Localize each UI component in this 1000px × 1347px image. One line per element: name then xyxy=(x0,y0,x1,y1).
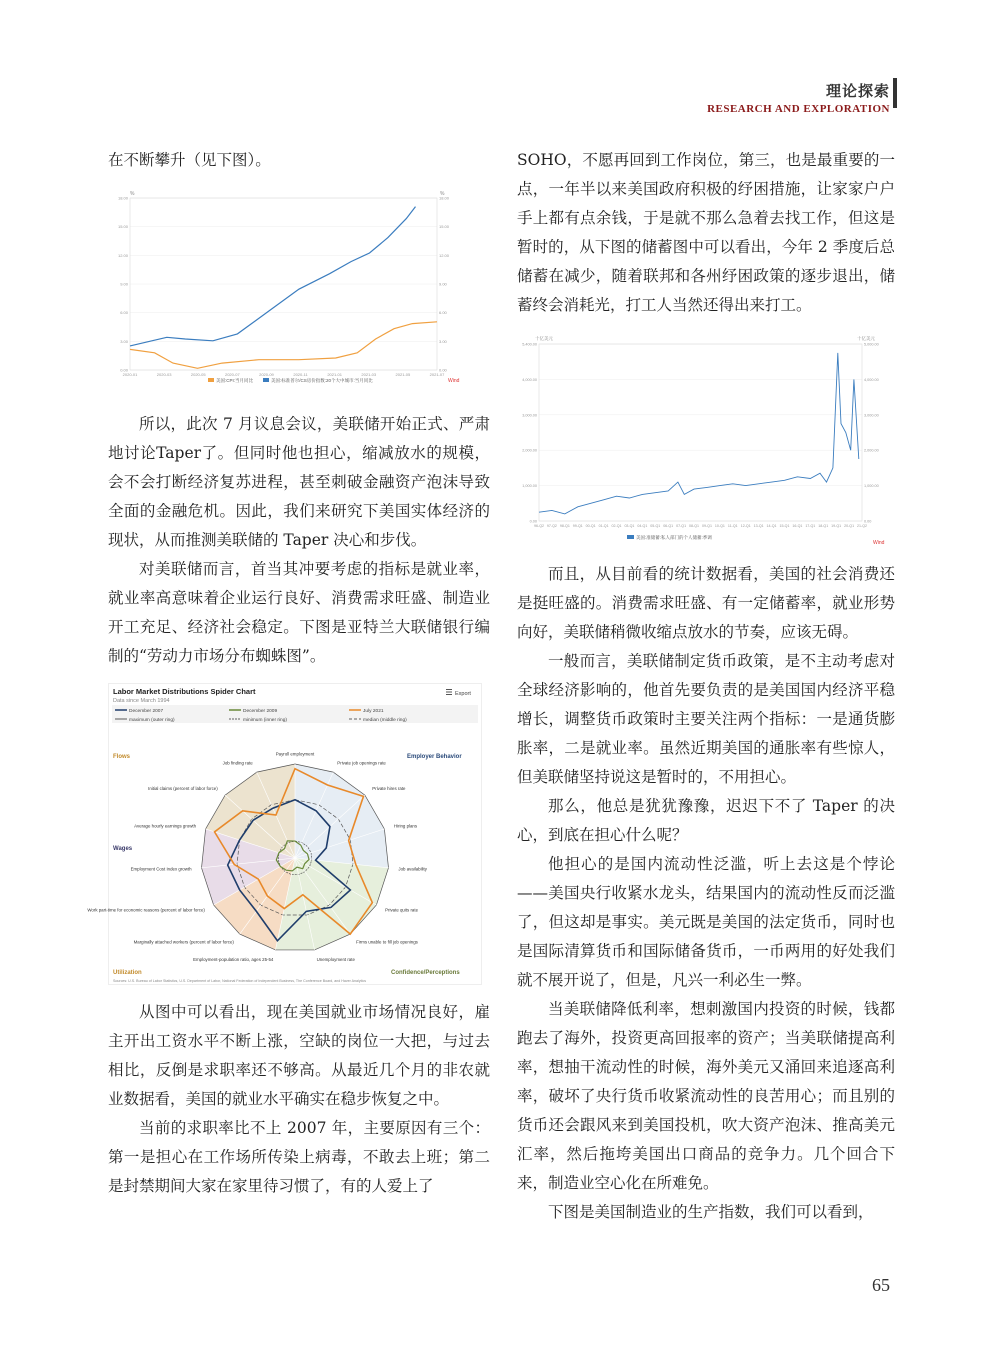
y-tick-label-right: 12.00 xyxy=(439,252,450,258)
legend-min: minimum (inner ring) xyxy=(243,718,287,723)
x-tick-label: 98-Q1 xyxy=(559,524,570,528)
right-top-text xyxy=(517,146,895,320)
spider-title: Labor Market Distributions Spider Chart xyxy=(113,687,256,696)
x-tick-label: 19-Q1 xyxy=(831,524,842,528)
chart2-svg xyxy=(517,332,889,550)
x-tick-label: 10-Q1 xyxy=(714,524,725,528)
x-tick-label: 00-Q1 xyxy=(585,524,596,528)
chart1-svg xyxy=(108,186,464,386)
axis-label: Private job openings rate xyxy=(337,760,386,766)
x-tick-label: 04-Q1 xyxy=(637,524,648,528)
x-tick-label: 96-Q2 xyxy=(534,524,544,528)
y-tick-label-right: 0.00 xyxy=(439,367,447,373)
cpi-house-price-chart xyxy=(108,186,464,386)
cpi-line xyxy=(130,322,437,369)
legend-median: median (middle ring) xyxy=(363,718,407,723)
x-tick-label: 2021-05 xyxy=(395,372,411,377)
axis-label: Employment Cost Index growth xyxy=(130,866,192,872)
legend-jul2021: July 2021 xyxy=(363,709,384,714)
x-tick-label: 14-Q1 xyxy=(766,524,777,528)
axis-label: Work part-time for economic reasons (percent of labor force) xyxy=(87,907,205,913)
x-tick-label: 99-Q1 xyxy=(572,524,583,528)
y-tick-label: 0.00 xyxy=(529,519,537,524)
savings-line xyxy=(539,353,859,514)
menu-icon[interactable] xyxy=(446,689,452,695)
y-tick-label: 12.00 xyxy=(117,252,128,258)
x-tick-label: 18-Q1 xyxy=(818,524,829,528)
y-tick-label: 18.00 xyxy=(117,195,128,201)
spider-sources: Sources: U.S. Bureau of Labor Statistics, U.S. Department of Labor, National Federation of Independent Business, The Conference Board, and Haver Analytics xyxy=(113,979,367,983)
axis-label: Hiring plans xyxy=(393,823,418,829)
y-tick-label: 15.00 xyxy=(117,224,128,230)
chart2-unit-left: 十亿美元 xyxy=(535,336,553,341)
chart1-unit-left: % xyxy=(130,191,135,197)
savings-chart xyxy=(517,332,889,550)
paragraph: 一般而言，美联储制定货币政策，是不主动考虑对全球经济影响的，他首先要负责的是美国国内经济平稳增长，调整货币政策时主要关注两个指标：一是通货膨胀率，二是就业率。虽然近期美国的通胀率有些惊人，但美联储坚持说这是暂时的，不用担心。 xyxy=(517,652,895,786)
section-utilization: Utilization xyxy=(113,970,142,976)
x-tick-label: 12-Q1 xyxy=(740,524,751,528)
x-tick-label: 13-Q1 xyxy=(753,524,764,528)
x-tick-label: 17-Q1 xyxy=(805,524,816,528)
section-title-cn: 理论探索 xyxy=(825,82,890,100)
left-bottom-text xyxy=(108,998,490,1201)
x-tick-label: 06-Q1 xyxy=(663,524,674,528)
legend-dec2009: December 2009 xyxy=(243,709,278,714)
x-tick-label: 2020-03 xyxy=(156,372,172,377)
y-tick-label-right: 2,000.00 xyxy=(864,448,879,453)
paragraph: 当前的求职率比不上 2007 年，主要原因有三个：第一是担心在工作场所传染上病毒，不敢去上班；第二是封禁期间大家在家里待习惯了，有的人爱上了 xyxy=(108,1119,490,1195)
chart2-source: Wind xyxy=(873,540,885,546)
x-tick-label: 07-Q1 xyxy=(676,524,687,528)
x-tick-label: 08-Q1 xyxy=(689,524,700,528)
y-tick-label: 0.00 xyxy=(120,367,128,373)
x-tick-label: 16-Q1 xyxy=(792,524,803,528)
y-tick-label: 3.00 xyxy=(120,338,128,344)
axis-label: Payroll employment xyxy=(275,751,315,757)
axis-label: Employment-population ratio, ages 25-54 xyxy=(193,957,274,963)
x-tick-label: 2021-01 xyxy=(327,372,343,377)
y-tick-label-right: 0.00 xyxy=(864,519,872,524)
x-tick-label: 97-Q2 xyxy=(546,524,557,528)
y-tick-label-right: 4,000.00 xyxy=(864,377,879,382)
chart2-legend: 美国:准储蓄:私人部门的个人储蓄:季调 xyxy=(636,535,712,540)
x-tick-label: 11-Q1 xyxy=(727,524,738,528)
y-tick-label-right: 6.00 xyxy=(439,310,447,316)
paragraph: 在不断攀升（见下图）。 xyxy=(108,151,271,169)
y-tick-label-right: 1,000.00 xyxy=(864,484,879,489)
paragraph: 从图中可以看出，现在美国就业市场情况良好，雇主开出工资水平不断上涨，空缺的岗位一大把，与过去相比，反倒是求职率还不够高。从最近几个月的非农就业数据看，美国的就业水平确实在稳步恢复之中。 xyxy=(108,1003,490,1108)
x-tick-label: 2020-07 xyxy=(224,372,240,377)
axis-label: Job availability xyxy=(398,866,427,872)
axis-label: Private hires rate xyxy=(372,785,406,791)
paragraph: 当美联储降低利率，想刺激国内投资的时候，钱都跑去了海外，投资更高回报率的资产；当美联储提高利率，想抽干流动性的时候，海外美元又涌回来追逐高利率，破坏了央行货币收紧流动性的良苦用心；而且别的货币还会跟风来到美国投机，吹大资产泡沫、推高美元汇率，然后拖垮美国出口商品的竞争力。几个回合下来，制造业空心化在所难免。 xyxy=(517,1000,895,1192)
axis-label: Average hourly earnings growth xyxy=(134,823,197,829)
paragraph: 那么，他总是犹犹豫豫，迟迟下不了 Taper 的决心，到底在担心什么呢？ xyxy=(517,797,895,844)
paragraph: 下图是美国制造业的生产指数，我们可以看到， xyxy=(548,1203,874,1221)
legend-swatch-cpi xyxy=(208,378,214,382)
x-tick-label: 2020-11 xyxy=(293,372,308,377)
x-tick-label: 09-Q1 xyxy=(701,524,712,528)
legend-swatch-house xyxy=(263,378,269,382)
section-flows: Flows xyxy=(113,754,131,760)
section-title-en: RESEARCH AND EXPLORATION xyxy=(707,103,890,115)
spider-chart xyxy=(87,683,482,985)
axis-label: Firms unable to fill job openings xyxy=(356,939,418,945)
y-tick-label: 2,000.00 xyxy=(522,448,537,453)
x-tick-label: 03-Q1 xyxy=(624,524,635,528)
y-tick-label-right: 3,000.00 xyxy=(864,413,879,418)
y-tick-label-right: 18.00 xyxy=(439,195,450,201)
y-tick-label: 9.00 xyxy=(120,281,128,287)
x-tick-label: 20-Q1 xyxy=(844,524,855,528)
y-tick-label: 6.00 xyxy=(120,310,128,316)
y-tick-label-right: 5,000.00 xyxy=(864,342,879,347)
section-confidence: Confidence/Perceptions xyxy=(391,970,460,976)
left-top-text xyxy=(108,146,490,175)
y-tick-label-right: 9.00 xyxy=(439,281,447,287)
x-tick-label: 2021-03 xyxy=(361,372,377,377)
y-tick-label-right: 3.00 xyxy=(439,338,447,344)
chart1-source: Wind xyxy=(448,378,460,384)
page-header xyxy=(707,80,890,115)
spider-subtitle: Data since March 1994 xyxy=(113,698,170,704)
section-wages: Wages xyxy=(113,846,133,852)
left-mid-text xyxy=(108,410,490,671)
x-tick-label: 2020-09 xyxy=(259,372,274,377)
legend-max: maximum (outer ring) xyxy=(129,718,175,723)
chart1-legend-cpi: 美国:CPI:当月同比 xyxy=(216,378,254,383)
paragraph: SOHO，不愿再回到工作岗位，第三，也是最重要的一点，一年半以来美国政府积极的纾困措施，让家家户户手上都有点余钱，于是就不那么急着去找工作，但这是暂时的，从下图的储蓄图中可以看出，今年 2 季度后总储蓄在减少，随着联邦和各州纾困政策的逐步退出，储蓄终会消耗光，打工人当然还得出来打工。 xyxy=(517,151,895,314)
y-tick-label-right: 15.00 xyxy=(439,224,450,230)
x-tick-label: 2021-07 xyxy=(429,372,445,377)
y-tick-label: 3,000.00 xyxy=(522,413,537,418)
axis-label: Initial claims (percent of labor force) xyxy=(148,785,218,791)
axis-label: Unemployment rate xyxy=(316,957,355,963)
x-tick-label: 2020-01 xyxy=(122,372,138,377)
paragraph: 对美联储而言，首当其冲要考虑的指标是就业率，就业率高意味着企业运行良好、消费需求旺盛、制造业开工充足、经济社会稳定。下图是亚特兰大联储银行编制的“劳动力市场分布蜘蛛图”。 xyxy=(108,560,490,665)
export-button[interactable]: Export xyxy=(455,691,471,697)
section-employer-behavior: Employer Behavior xyxy=(407,754,462,760)
right-bottom-text xyxy=(517,560,895,1227)
y-tick-label: 1,000.00 xyxy=(522,484,537,489)
axis-label: Marginally attached workers (percent of labor force) xyxy=(133,939,234,945)
chart1-unit-right: % xyxy=(440,191,445,197)
paragraph: 而且，从目前看的统计数据看，美国的社会消费还是挺旺盛的。消费需求旺盛、有一定储蓄率，就业形势向好，美联储稍微收缩点放水的节奏，应该无碍。 xyxy=(517,565,895,641)
page-number: 65 xyxy=(872,1275,890,1295)
x-tick-label: 01-Q1 xyxy=(598,524,609,528)
x-tick-label: 05-Q1 xyxy=(650,524,661,528)
chart2-unit-right: 十亿美元 xyxy=(857,336,875,341)
legend-swatch-savings xyxy=(627,535,634,539)
axis-label: Private quits rate xyxy=(385,907,419,913)
spider-svg xyxy=(87,684,481,984)
chart1-legend-house: 美国:标准普尔/CS房价指数:20个大中城市:当月同比 xyxy=(271,378,373,383)
legend-dec2007: December 2007 xyxy=(129,709,164,714)
x-tick-label: 02-Q1 xyxy=(611,524,622,528)
house-price-line xyxy=(130,207,416,346)
paragraph: 所以，此次 7 月议息会议，美联储开始正式、严肃地讨论Taper了。但同时他也担心，缩减放水的规模，会不会打断经济复苏进程，甚至刺破金融资产泡沫导致全面的金融危机。因此，我们来研究下美国实体经济的现状，从而推测美联储的 Taper 决心和步伐。 xyxy=(108,415,490,549)
axis-label: Job finding rate xyxy=(222,760,253,766)
paragraph: 他担心的是国内流动性泛滥，听上去这是个悖论——美国央行收紧水龙头，结果国内的流动性反而泛滥了，但这却是事实。美元既是美国的法定货币，同时也是国际清算货币和国际储备货币，一币两用的好处我们就不展开说了，但是，凡兴一利必生一弊。 xyxy=(517,855,895,989)
x-tick-label: 21-Q2 xyxy=(857,524,867,528)
y-tick-label: 5,400.00 xyxy=(522,342,537,347)
x-tick-label: 2020-05 xyxy=(190,372,206,377)
y-tick-label: 4,000.00 xyxy=(522,377,537,382)
x-tick-label: 15-Q1 xyxy=(779,524,790,528)
header-bar xyxy=(893,78,897,108)
